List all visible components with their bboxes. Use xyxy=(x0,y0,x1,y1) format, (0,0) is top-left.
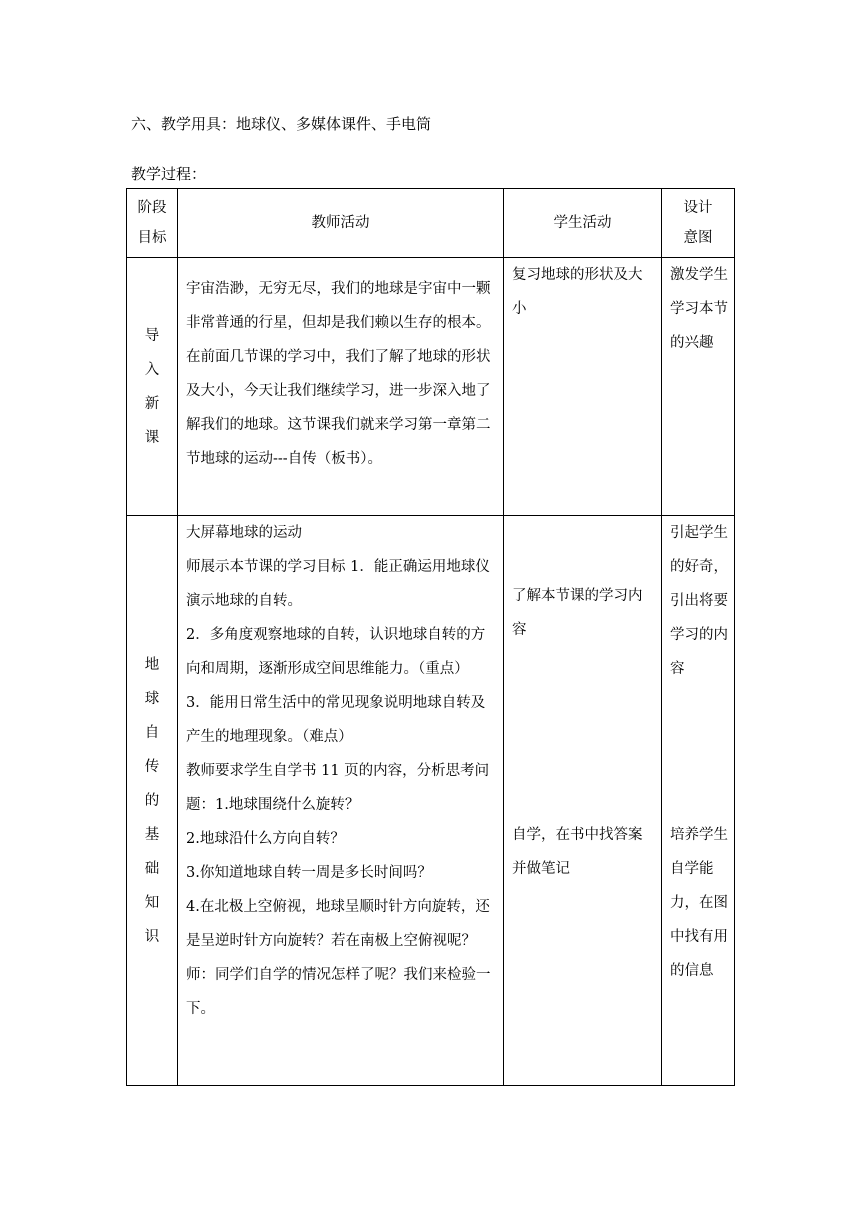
stage-char: 自 xyxy=(144,724,160,741)
header-intent: 设计 意图 xyxy=(662,189,735,258)
header-student: 学生活动 xyxy=(504,189,662,258)
stage-char: 传 xyxy=(144,758,160,775)
student-activity-text: 复习地球的形状及大小 xyxy=(512,267,643,317)
student-activity-cell xyxy=(504,258,662,516)
design-intent-cell xyxy=(662,516,735,1086)
teacher-paragraph: 大屏幕地球的运动 xyxy=(186,525,302,541)
design-intent-text: 引起学生的好奇，引出将要学习的内容 xyxy=(670,525,728,677)
stage-char: 新 xyxy=(144,395,160,412)
header-teacher: 教师活动 xyxy=(178,189,504,258)
student-activity-text: 了解本节课的学习内容 xyxy=(512,588,643,638)
header-stage: 阶段 目标 xyxy=(127,189,178,258)
teacher-activity-cell xyxy=(178,516,504,1086)
student-activity-text: 自学，在书中找答案并做笔记 xyxy=(512,827,643,877)
stage-char: 导 xyxy=(144,327,160,344)
stage-char: 课 xyxy=(144,429,160,446)
design-intent-text: 激发学生学习本节的兴趣 xyxy=(670,267,728,351)
table-row xyxy=(127,516,735,1086)
teacher-paragraph: 4.在北极上空俯视，地球呈顺时针方向旋转，还是呈逆时针方向旋转？若在南极上空俯视呢？ xyxy=(186,899,490,949)
table-row xyxy=(127,258,735,516)
stage-char: 识 xyxy=(144,928,160,945)
teacher-paragraph: 3．能用日常生活中的常见现象说明地球自转及产生的地理现象。（难点） xyxy=(186,695,486,745)
lesson-plan-table xyxy=(126,188,735,1086)
stage-char: 知 xyxy=(144,894,160,911)
teacher-paragraph: 师展示本节课的学习目标 1．能正确运用地球仪演示地球的自转。 xyxy=(186,559,490,609)
stage-char: 础 xyxy=(144,860,160,877)
stage-char: 的 xyxy=(144,792,160,809)
design-intent-cell xyxy=(662,258,735,516)
stage-char: 基 xyxy=(144,826,160,843)
teacher-paragraph: 宇宙浩渺，无穷无尽，我们的地球是宇宙中一颗非常普通的行星，但却是我们赖以生存的根本。在前面几节课的学习中，我们了解了地球的形状及大小，今天让我们继续学习，进一步深入地了解我们的地球。这节课我们就来学习第一章第二节地球的运动---自传（板书）。 xyxy=(186,281,491,467)
table-header-row xyxy=(127,189,735,258)
teaching-tools-heading: 六、教学用具：地球仪、多媒体课件、手电筒 xyxy=(131,115,432,133)
teacher-paragraph: 2.地球沿什么方向自转？ xyxy=(186,831,345,847)
teaching-process-heading: 教学过程： xyxy=(131,165,207,183)
stage-cell xyxy=(127,258,178,516)
teacher-paragraph: 2．多角度观察地球的自转，认识地球自转的方向和周期，逐渐形成空间思维能力。（重点） xyxy=(186,627,486,677)
teacher-paragraph: 教师要求学生自学书 11 页的内容，分析思考问题：1.地球围绕什么旋转？ xyxy=(186,763,490,813)
stage-char: 球 xyxy=(144,690,160,707)
teacher-paragraph: 3.你知道地球自转一周是多长时间吗？ xyxy=(186,865,432,881)
teacher-activity-cell xyxy=(178,258,504,516)
design-intent-text: 培养学生自学能力，在图中找有用的信息 xyxy=(670,827,728,979)
student-activity-cell xyxy=(504,516,662,1086)
stage-char: 入 xyxy=(144,361,160,378)
stage-cell xyxy=(127,516,178,1086)
teacher-paragraph: 师：同学们自学的情况怎样了呢？我们来检验一下。 xyxy=(186,967,491,1017)
stage-char: 地 xyxy=(144,656,160,673)
